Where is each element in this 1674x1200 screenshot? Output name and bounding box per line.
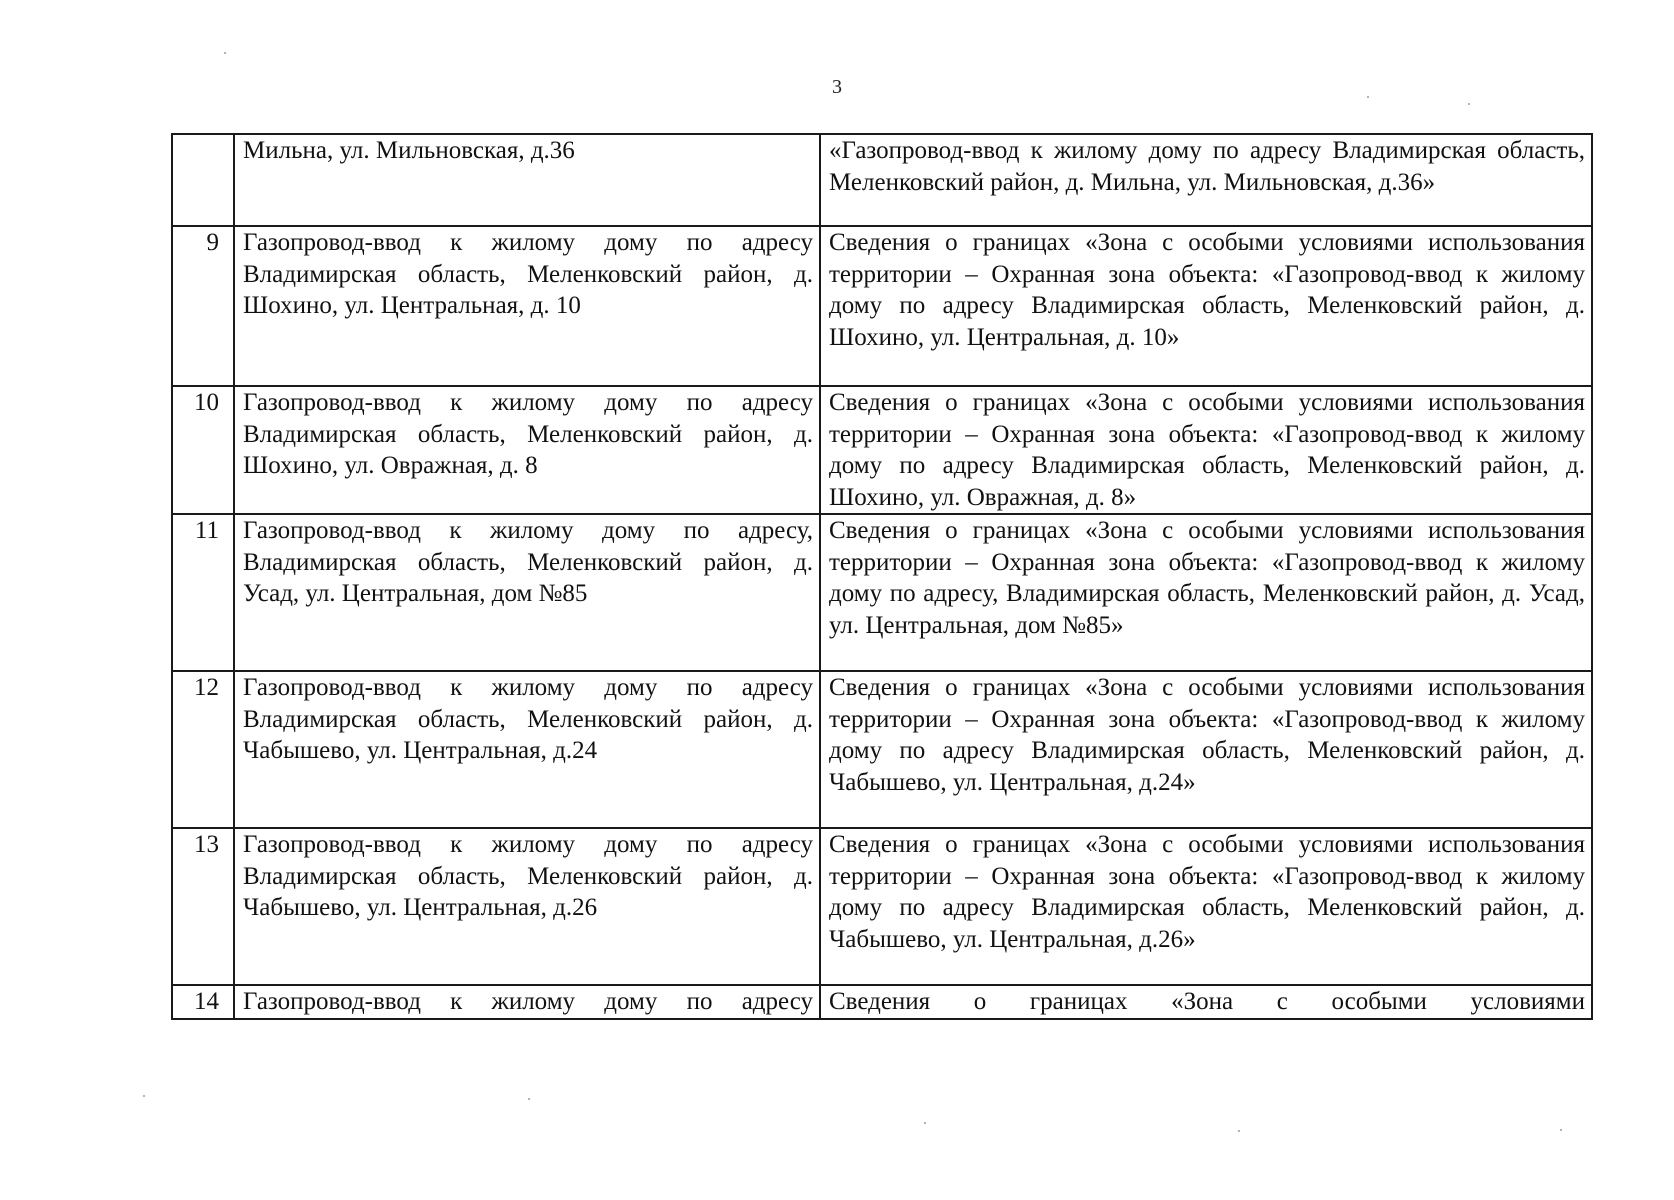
row-number [172, 134, 234, 226]
boundary-info-cell: Сведения о границах «Зона с особыми условиями [820, 985, 1592, 1019]
document-table [171, 133, 1593, 1020]
row-number: 12 [172, 671, 234, 828]
table-row [172, 226, 1592, 386]
table-row [172, 985, 1592, 1019]
row-number: 13 [172, 828, 234, 985]
table-row [172, 828, 1592, 985]
table-row [172, 514, 1592, 671]
object-name-cell: Газопровод-ввод к жилому дому по адресу [234, 985, 820, 1019]
object-name-cell: Газопровод-ввод к жилому дому по адресу, Владимирская область, Меленковский район, д. Усад, ул. Центральная, дом №85 [234, 514, 820, 671]
scan-speck [1238, 1130, 1240, 1132]
table-row [172, 386, 1592, 514]
scan-speck [1367, 96, 1369, 98]
object-name-cell: Газопровод-ввод к жилому дому по адресу Владимирская область, Меленковский район, д. Шохино, ул. Овражная, д. 8 [234, 386, 820, 514]
row-number: 14 [172, 985, 234, 1019]
boundary-info-cell: Сведения о границах «Зона с особыми условиями использования территории – Охранная зона объекта: «Газопровод-ввод к жилому дому по адресу Владимирская область, Меленковский район, д. Чабышево, ул. Центральная, д.24» [820, 671, 1592, 828]
row-number: 11 [172, 514, 234, 671]
scan-speck [1468, 103, 1470, 105]
object-name-cell: Мильна, ул. Мильновская, д.36 [234, 134, 820, 226]
row-number: 9 [172, 226, 234, 386]
object-name-cell: Газопровод-ввод к жилому дому по адресу Владимирская область, Меленковский район, д. Чабышево, ул. Центральная, д.26 [234, 828, 820, 985]
scan-speck [224, 52, 226, 54]
boundary-info-cell: «Газопровод-ввод к жилому дому по адресу Владимирская область, Меленковский район, д. Мильна, ул. Мильновская, д.36» [820, 134, 1592, 226]
boundary-info-cell: Сведения о границах «Зона с особыми условиями использования территории – Охранная зона объекта: «Газопровод-ввод к жилому дому по адресу Владимирская область, Меленковский район, д. Шохино, ул. Центральная, д. 10» [820, 226, 1592, 386]
scan-speck [143, 1095, 145, 1097]
object-name-cell: Газопровод-ввод к жилому дому по адресу Владимирская область, Меленковский район, д. Чабышево, ул. Центральная, д.24 [234, 671, 820, 828]
table-row [172, 134, 1592, 226]
scan-speck [924, 1122, 926, 1124]
row-number: 10 [172, 386, 234, 514]
page-number: 3 [832, 76, 842, 98]
object-name-cell: Газопровод-ввод к жилому дому по адресу Владимирская область, Меленковский район, д. Шохино, ул. Центральная, д. 10 [234, 226, 820, 386]
boundary-info-cell: Сведения о границах «Зона с особыми условиями использования территории – Охранная зона объекта: «Газопровод-ввод к жилому дому по адресу Владимирская область, Меленковский район, д. Чабышево, ул. Центральная, д.26» [820, 828, 1592, 985]
scan-speck [528, 1098, 530, 1100]
boundary-info-cell: Сведения о границах «Зона с особыми условиями использования территории – Охранная зона объекта: «Газопровод-ввод к жилому дому по адресу Владимирская область, Меленковский район, д. Шохино, ул. Овражная, д. 8» [820, 386, 1592, 514]
scan-speck [1560, 1129, 1562, 1131]
boundary-info-cell: Сведения о границах «Зона с особыми условиями использования территории – Охранная зона объекта: «Газопровод-ввод к жилому дому по адресу, Владимирская область, Меленковский район, д. Усад, ул. Центральная, дом №85» [820, 514, 1592, 671]
table-row [172, 671, 1592, 828]
